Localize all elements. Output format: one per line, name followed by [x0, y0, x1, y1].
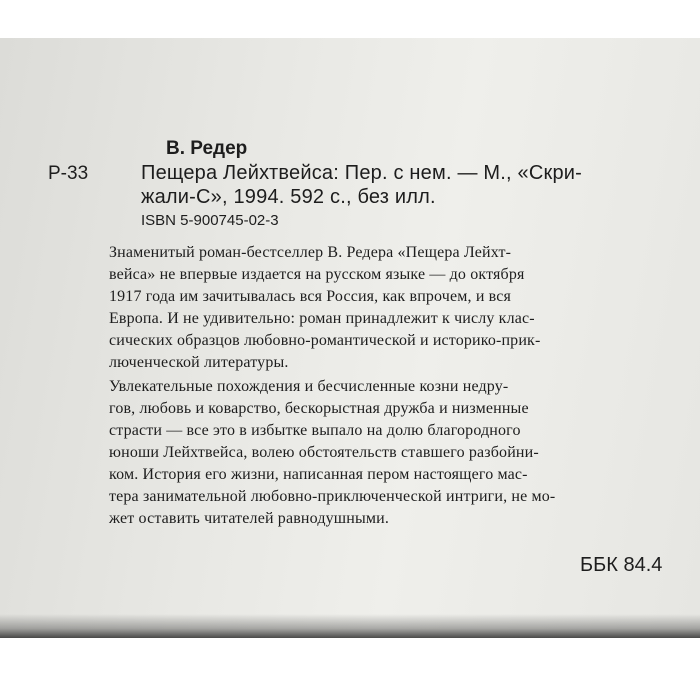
author-name: В. Редер [166, 138, 248, 159]
library-classmark: Р-33 [48, 163, 89, 184]
annotation-line: жет оставить читателей равнодушными. [109, 510, 389, 527]
page-bottom-shadow [0, 614, 700, 638]
annotation-line: тера занимательной любовно-приключенческой интриги, не мо- [109, 488, 556, 505]
bibliographic-line-2: жали-С», 1994. 592 с., без илл. [141, 186, 436, 208]
annotation-line: Увлекательные похождения и бесчисленные козни недру- [109, 378, 509, 395]
annotation-line: гов, любовь и коварство, бескорыстная дружба и низменные [109, 400, 529, 417]
annotation-line: люченческой литературы. [109, 354, 289, 371]
book-page [0, 38, 700, 638]
bbk-index: ББК 84.4 [580, 554, 663, 576]
annotation-line: сических образцов любовно-романтической и историко-прик- [109, 332, 541, 349]
bibliographic-line-1: Пещера Лейхтвейса: Пер. с нем. — М., «Скри- [141, 162, 583, 184]
annotation-line: Знаменитый роман-бестселлер В. Редера «Пещера Лейхт- [109, 244, 512, 261]
annotation-line: страсти — все это в избытке выпало на долю благородного [109, 422, 521, 439]
annotation-line: вейса» не впервые издается на русском языке — до октября [109, 266, 525, 283]
annotation-line: 1917 года им зачитывалась вся Россия, как впрочем, и вся [109, 288, 512, 305]
annotation-line: ком. История его жизни, написанная пером настоящего мас- [109, 466, 528, 483]
annotation-line: Европа. И не удивительно: роман принадлежит к числу клас- [109, 310, 535, 327]
annotation-line: юноши Лейхтвейса, волею обстоятельств ставшего разбойни- [109, 444, 539, 461]
isbn: ISBN 5-900745-02-3 [141, 212, 279, 229]
